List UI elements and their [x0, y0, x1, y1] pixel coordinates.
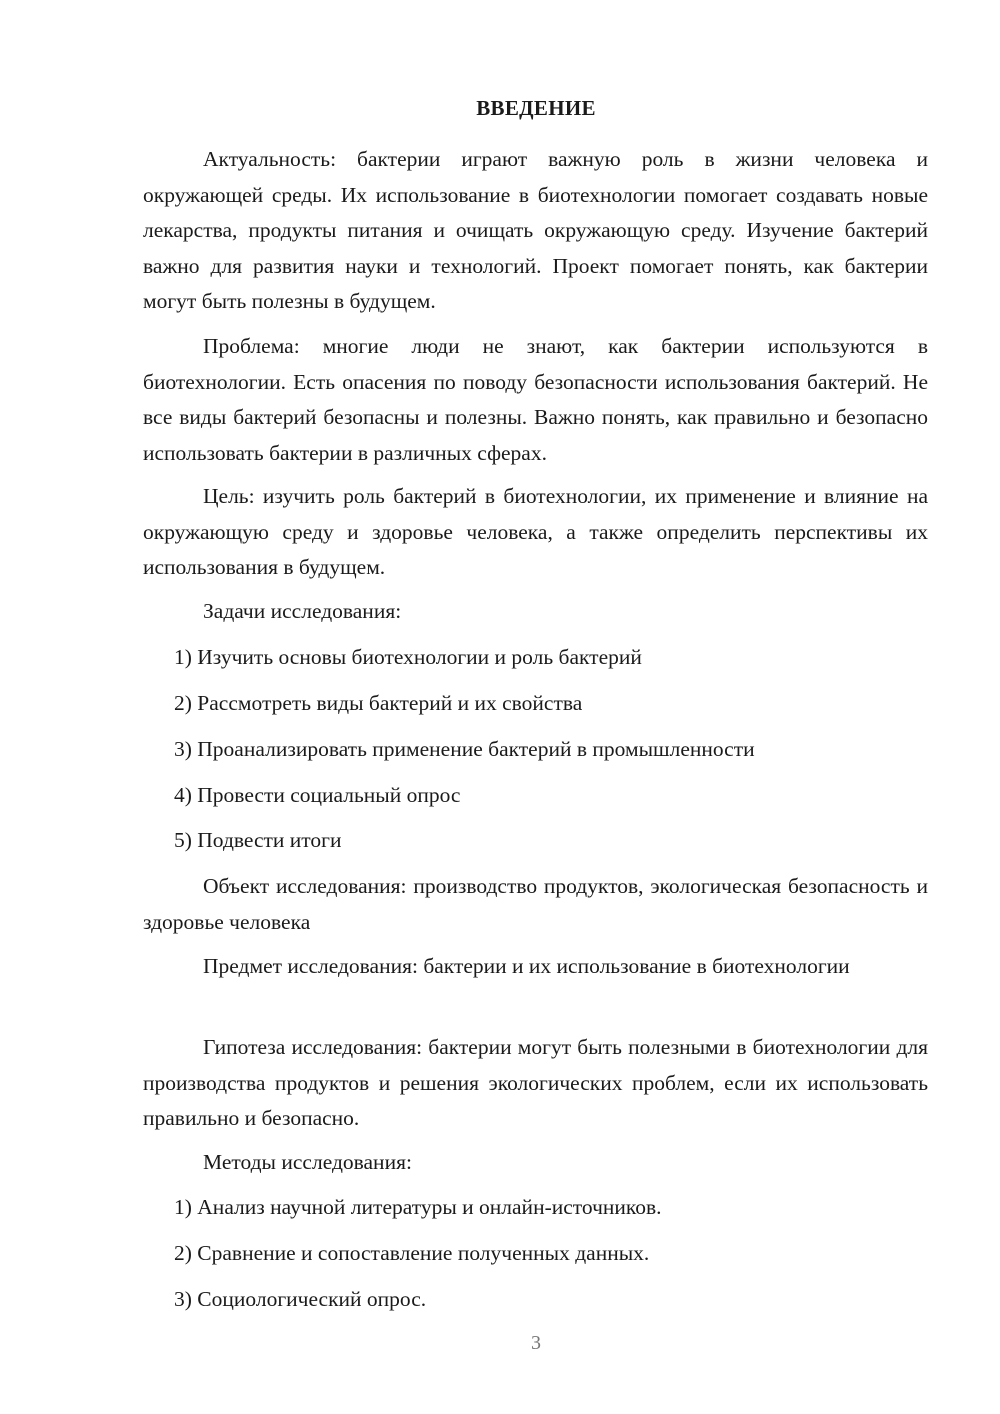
- task-item-4: 4) Провести социальный опрос: [174, 783, 461, 807]
- paragraph-object: Объект исследования: производство продуктов, экологическая безопасность и здоровье человека: [143, 874, 928, 934]
- page-title: ВВЕДЕНИЕ: [476, 96, 596, 120]
- task-item-5: 5) Подвести итоги: [174, 828, 342, 852]
- methods-heading: Методы исследования:: [203, 1150, 412, 1174]
- method-item-3: 3) Социологический опрос.: [174, 1287, 427, 1311]
- paragraph-hypothesis: Гипотеза исследования: бактерии могут быть полезными в биотехнологии для производства продуктов и решения экологических проблем, если их использовать правильно и безопасно.: [143, 1035, 928, 1130]
- task-item-2: 2) Рассмотреть виды бактерий и их свойства: [174, 691, 583, 715]
- paragraph-subject: Предмет исследования: бактерии и их использование в биотехнологии: [203, 954, 850, 978]
- paragraph-problem: Проблема: многие люди не знают, как бактерии используются в биотехнологии. Есть опасения по поводу безопасности использования бактерий. Не все виды бактерий безопасны и полезны. Важно понять, как правильно и безопасно использовать бактерии в различных сферах.: [143, 334, 928, 465]
- method-item-2: 2) Сравнение и сопоставление полученных данных.: [174, 1241, 650, 1265]
- page-number: 3: [531, 1332, 541, 1354]
- task-item-3: 3) Проанализировать применение бактерий в промышленности: [174, 737, 755, 761]
- task-item-1: 1) Изучить основы биотехнологии и роль бактерий: [174, 645, 642, 669]
- paragraph-relevance: Актуальность: бактерии играют важную роль в жизни человека и окружающей среды. Их использование в биотехнологии помогает создавать новые лекарства, продукты питания и очищать окружающую среду. Изучение бактерий важно для развития науки и технологий. Проект помогает понять, как бактерии могут быть полезны в будущем.: [143, 147, 928, 313]
- method-item-1: 1) Анализ научной литературы и онлайн-источников.: [174, 1195, 662, 1219]
- tasks-heading: Задачи исследования:: [203, 599, 402, 623]
- paragraph-goal: Цель: изучить роль бактерий в биотехнологии, их применение и влияние на окружающую среду и здоровье человека, а также определить перспективы их использования в будущем.: [143, 484, 928, 579]
